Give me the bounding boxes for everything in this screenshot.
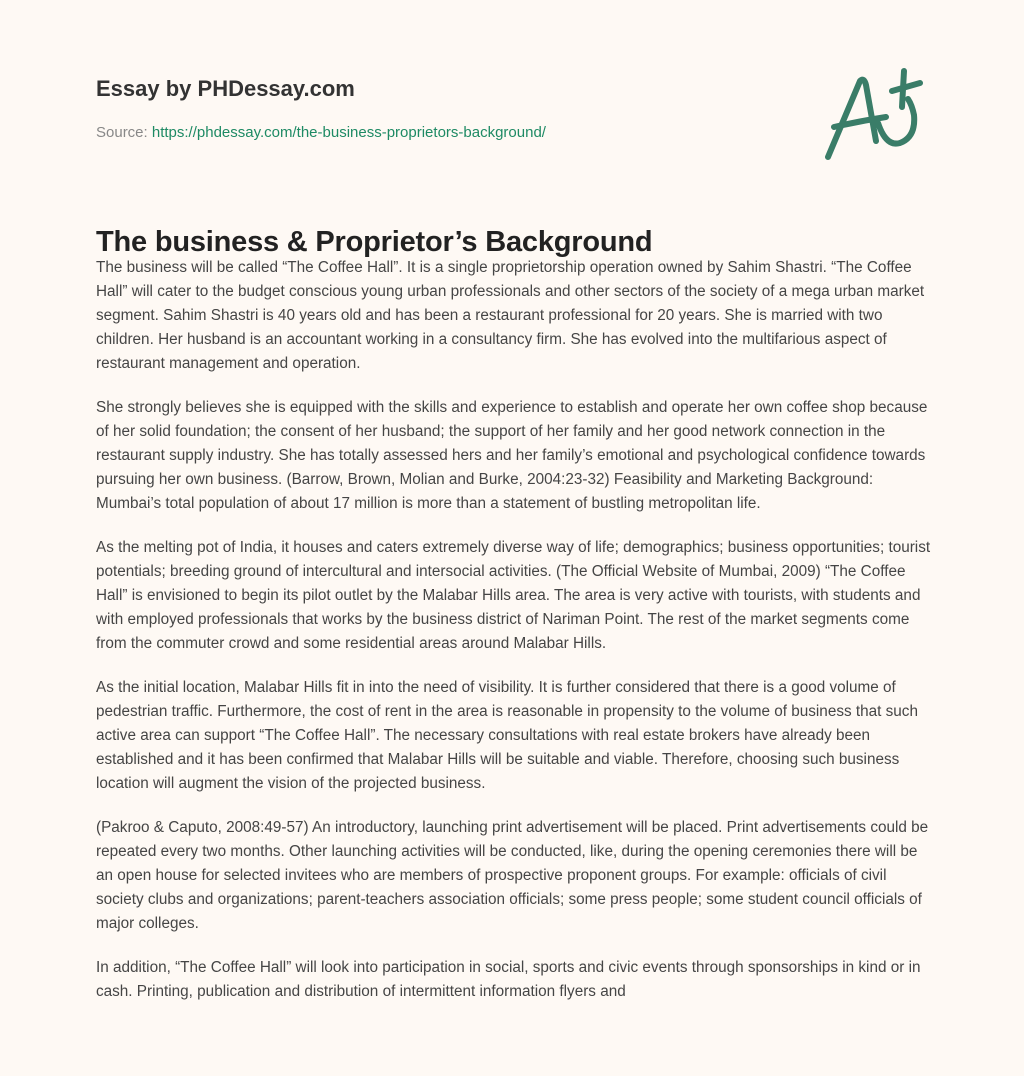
site-title: Essay by PHDessay.com <box>96 76 355 101</box>
paragraph: The business will be called “The Coffee Hall”. It is a single proprietorship operation owned by Sahim Shastri. “The Coffee Hall” will cater to the budget conscious young urban professionals and other sectors of the society of a mega urban market segment. Sahim Shastri is 40 years old and has been a restaurant professional for 20 years. She is married with two children. Her husband is an accountant working in a consultancy firm. She has evolved into the multifarious aspect of restaurant management and operation. <box>96 259 925 372</box>
paragraph: (Pakroo & Caputo, 2008:49-57) An introductory, launching print advertisement will be placed. Print advertisements could be repeated every two months. Other launching activities will be conducted, like, during the opening ceremonies there will be an open house for selected invitees who are members of prospective proponent groups. For example: officials of civil society clubs and organizations; parent-teachers association officials; some press people; some student council officials of major colleges. <box>96 819 929 932</box>
paragraph: In addition, “The Coffee Hall” will look into participation in social, sports and civic events through sponsorships in kind or in cash. Printing, publication and distribution of intermittent information flyers and <box>96 959 921 1000</box>
paragraph: She strongly believes she is equipped with the skills and experience to establish and operate her own coffee shop because of her solid foundation; the consent of her husband; the support of her family and her good network connection in the restaurant supply industry. She has totally assessed hers and her family’s emotional and psychological confidence towards pursuing her own business. (Barrow, Brown, Molian and Burke, 2004:23-32) Feasibility and Marketing Background: Mumbai’s total population of about 17 million is more than a statement of bustling metropolitan life. <box>96 399 928 512</box>
paragraph: As the melting pot of India, it houses and caters extremely diverse way of life; demographics; business opportunities; tourist potentials; breeding ground of intercultural and intersocial activities. (The Official Website of Mumbai, 2009) “The Coffee Hall” is envisioned to begin its pilot outlet by the Malabar Hills area. The area is very active with tourists, with students and with employed professionals that works by the business district of Nariman Point. The rest of the market segments come from the commuter crowd and some residential areas around Malabar Hills. <box>96 539 931 652</box>
article-body <box>96 256 932 1024</box>
paragraph: As the initial location, Malabar Hills fit in into the need of visibility. It is further considered that there is a good volume of pedestrian traffic. Furthermore, the cost of rent in the area is reasonable in propensity to the volume of business that such active area can support “The Coffee Hall”. The necessary consultations with real estate brokers have already been established and it has been confirmed that Malabar Hills will be suitable and viable. Therefore, choosing such business location will augment the vision of the projected business. <box>96 679 918 792</box>
a-plus-logo-icon <box>820 65 930 165</box>
source-label: Source: <box>96 124 148 141</box>
source-line <box>96 124 546 141</box>
source-link[interactable]: https://phdessay.com/the-business-proprietors-background/ <box>151 124 546 141</box>
article-title: The business & Proprietor’s Background <box>96 226 653 258</box>
